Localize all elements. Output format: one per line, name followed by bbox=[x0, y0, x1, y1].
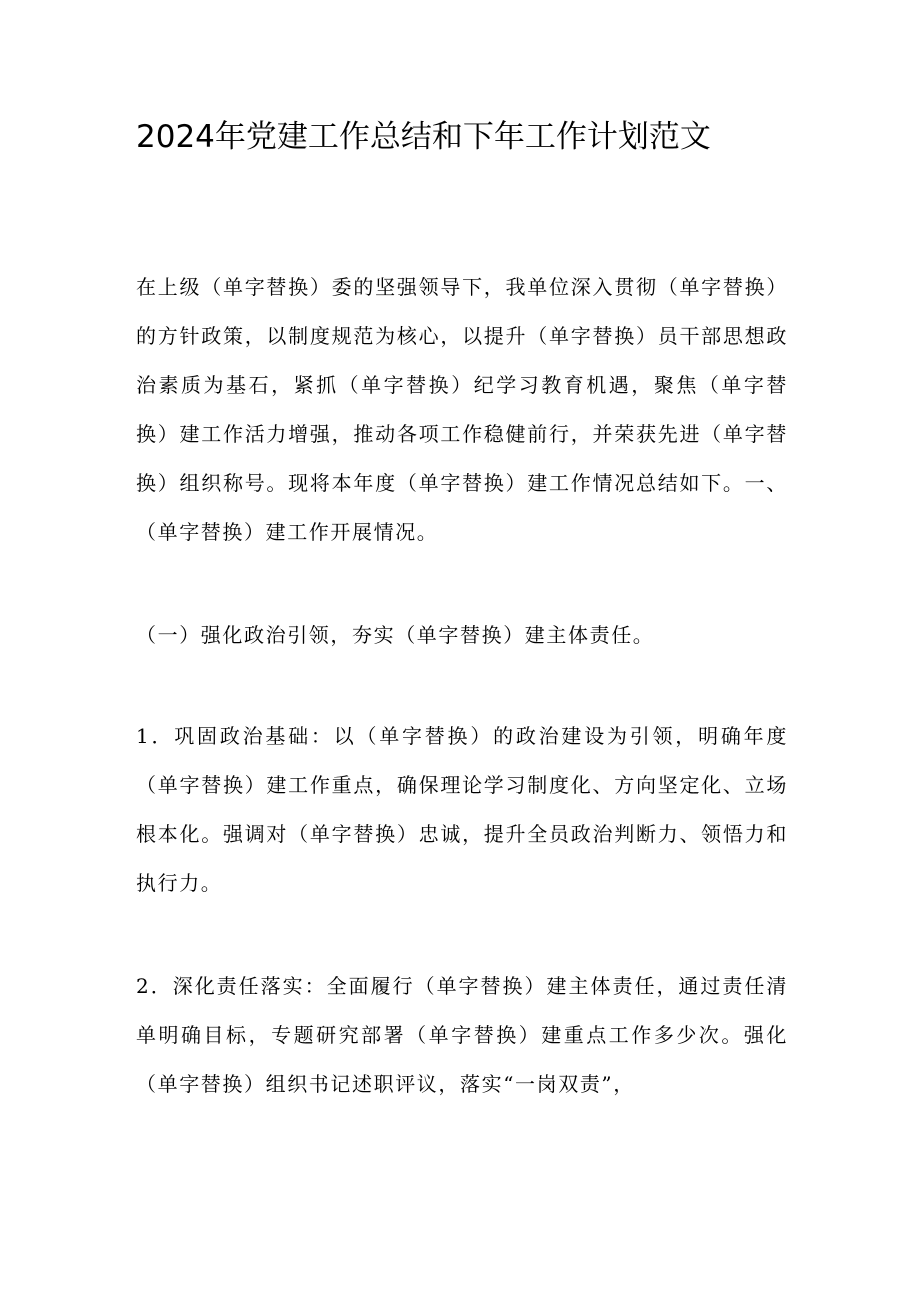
paragraph-item-2: 2．深化责任落实：全面履行（单字替换）建主体责任，通过责任清单明确目标，专题研究部署（单字替换）建重点工作多少次。强化（单字替换）组织书记述职评议，落实“一岗双责”， bbox=[136, 974, 788, 1096]
paragraph-section-heading: （一）强化政治引领，夯实（单字替换）建主体责任。 bbox=[136, 623, 655, 647]
paragraph-item-1: 1．巩固政治基础：以（单字替换）的政治建设为引领，明确年度（单字替换）建工作重点，确保理论学习制度化、方向坚定化、立场根本化。强调对（单字替换）忠诚，提升全员政治判断力、领悟力和执行力。 bbox=[136, 724, 788, 895]
document-title: 2024年党建工作总结和下年工作计划范文 bbox=[136, 119, 711, 155]
paragraph-intro: 在上级（单字替换）委的坚强领导下，我单位深入贯彻（单字替换）的方针政策，以制度规范为核心，以提升（单字替换）员干部思想政治素质为基石，紧抓（单字替换）纪学习教育机遇，聚焦（单字替换）建工作活力增强，推动各项工作稳健前行，并荣获先进（单字替换）组织称号。现将本年度（单字替换）建工作情况总结如下。一、（单字替换）建工作开展情况。 bbox=[136, 275, 788, 544]
